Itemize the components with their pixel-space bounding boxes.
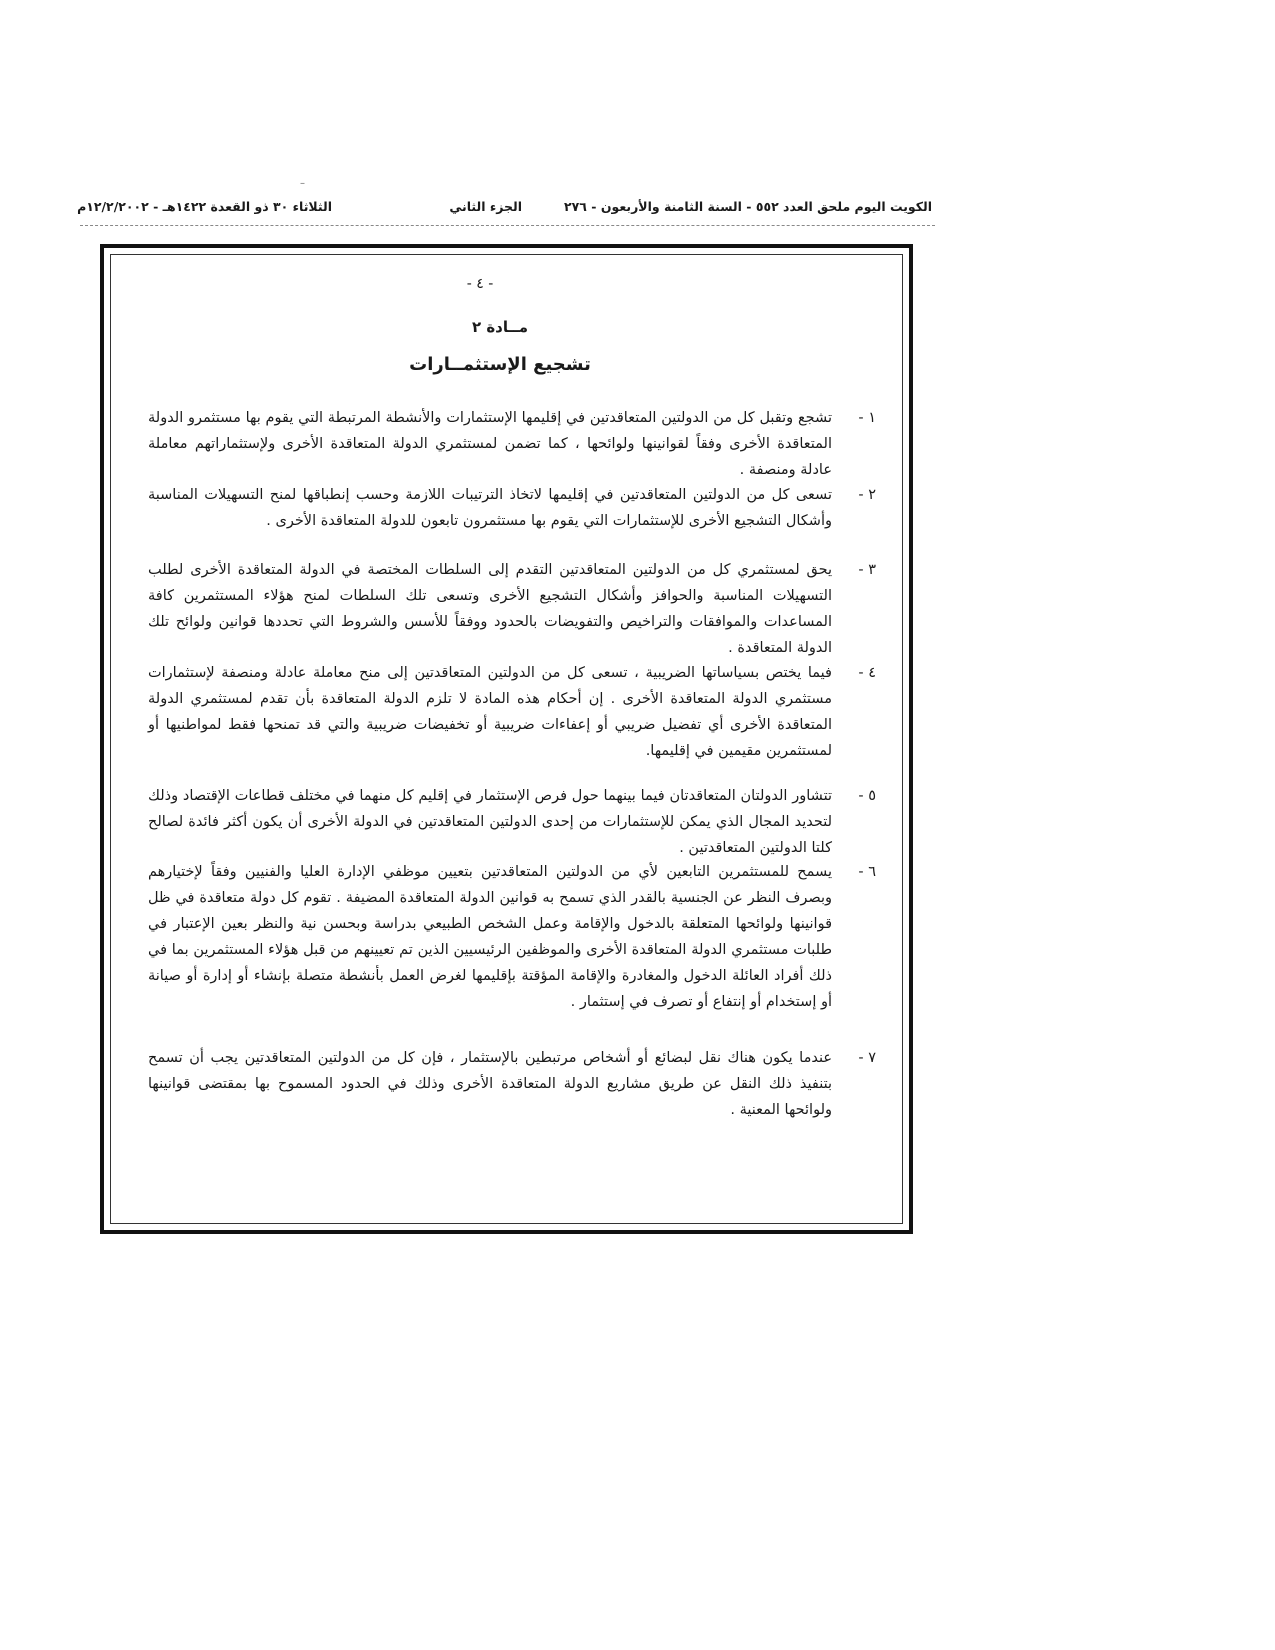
paragraph-number: ٧ - xyxy=(858,1050,876,1066)
header-publication: الكويت اليوم ملحق العدد ٥٥٢ - السنة الثامنة والأربعون - ٢٧٦ xyxy=(564,199,932,214)
paragraph xyxy=(148,405,876,483)
header-divider xyxy=(80,225,935,226)
article-label: مــادة ٢ xyxy=(471,318,529,336)
scan-mark: – xyxy=(300,178,305,189)
header-date: الثلاثاء ٣٠ ذو القعدة ١٤٢٢هـ - ١٢/٢/٢٠٠٢م xyxy=(77,199,332,214)
paragraph-text: فيما يختص بسياساتها الضريبية ، تسعى كل من الدولتين المتعاقدتين إلى منح معاملة عادلة ومنصفة لإستثمارات مستثمري الدولة المتعاقدة الأخرى . إن أحكام هذه المادة لا تلزم الدولة المتعاقدة بأن تقدم لمستثمري الدولة المتعاقدة الأخرى أي تفضيل ضريبي أو إعفاءات ضريبية أو تخفيضات ضريبية والتي قد تمنحها فقط لمواطنيها أو لمستثمرين مقيمين في إقليمها. xyxy=(148,665,832,759)
paragraph-text: يحق لمستثمري كل من الدولتين المتعاقدتين التقدم إلى السلطات المختصة في الدولة المتعاقدة الأخرى لطلب التسهيلات المناسبة والحوافز وأشكال التشجيع الأخرى وتسعى تلك السلطات لمنح هؤلاء المستثمرين كافة المساعدات والموافقات والتراخيص والتفويضات بالحدود ووفقاً للأسس والشروط التي تحددها قوانين ولوائح تلك الدولة المتعاقدة . xyxy=(148,562,832,656)
paragraph xyxy=(148,783,876,861)
paragraph-number: ٢ - xyxy=(858,487,876,503)
section-title: تشجيع الإستثمــارات xyxy=(409,354,591,375)
paragraph xyxy=(148,482,876,534)
paragraph xyxy=(148,660,876,764)
paragraph-text: يسمح للمستثمرين التابعين لأي من الدولتين المتعاقدتين بتعيين موظفي الإدارة العليا والفنيين وفقاً لإختيارهم وبصرف النظر عن الجنسية بالقدر الذي تسمح به قوانين الدولة المتعاقدة المضيفة . تقوم كل دولة متعاقدة في ظل قوانينها ولوائحها المتعلقة بالدخول والإقامة وعمل الشخص الطبيعي بدراسة وبحسن نية والنظر بعين الإعتبار في طلبات مستثمري الدولة المتعاقدة الأخرى والموظفين الرئيسيين الذين تم تعيينهم من قبل هؤلاء المستثمرين بما في ذلك أفراد العائلة الدخول والمغادرة والإقامة المؤقتة بإقليمها لغرض العمل بأنشطة متصلة بإنشاء أو إدارة أو صيانة أو إستخدام أو إنتفاع أو تصرف في إستثمار . xyxy=(148,864,832,1010)
header-part: الجزء الثاني xyxy=(449,199,522,214)
paragraph-text: تشجع وتقبل كل من الدولتين المتعاقدتين في إقليمها الإستثمارات والأنشطة المرتبطة التي يقوم بها مستثمرو الدولة المتعاقدة الأخرى وفقاً لقوانينها ولوائحها ، كما تضمن لمستثمري الدولة المتعاقدة الأخرى ولإستثماراتهم معاملة عادلة ومنصفة . xyxy=(148,410,832,478)
paragraph-text: عندما يكون هناك نقل لبضائع أو أشخاص مرتبطين بالإستثمار ، فإن كل من الدولتين المتعاقدتين يجب أن تسمح بتنفيذ ذلك النقل عن طريق مشاريع الدولة المتعاقدة الأخرى وذلك في الحدود المسموح بها بمقتضى قوانينها ولوائحها المعنية . xyxy=(148,1050,832,1118)
page-number: - ٤ - xyxy=(466,276,494,292)
paragraph-number: ٥ - xyxy=(858,788,876,804)
paragraph-number: ٣ - xyxy=(858,562,876,578)
gazette-header xyxy=(77,197,932,219)
paragraph-number: ٤ - xyxy=(858,665,876,681)
paragraph-number: ٦ - xyxy=(858,864,876,880)
paragraph-text: تتشاور الدولتان المتعاقدتان فيما بينهما حول فرص الإستثمار في إقليم كل منهما في مختلف قطاعات الإقتصاد وذلك لتحديد المجال الذي يمكن للإستثمارات من إحدى الدولتين المتعاقدتين في الدولة الأخرى أن يكون أكثر فائدة لصالح كلتا الدولتين المتعاقدتين . xyxy=(148,788,832,856)
paragraph xyxy=(148,1045,876,1123)
paragraph-number: ١ - xyxy=(858,410,876,426)
paragraph-text: تسعى كل من الدولتين المتعاقدتين في إقليمها لاتخاذ الترتيبات اللازمة وحسب إنطباقها لمنح التسهيلات المناسبة وأشكال التشجيع الأخرى للإستثمارات التي يقوم بها مستثمرون تابعون للدولة المتعاقدة الأخرى . xyxy=(148,487,832,529)
paragraph xyxy=(148,859,876,1015)
paragraph xyxy=(148,557,876,661)
